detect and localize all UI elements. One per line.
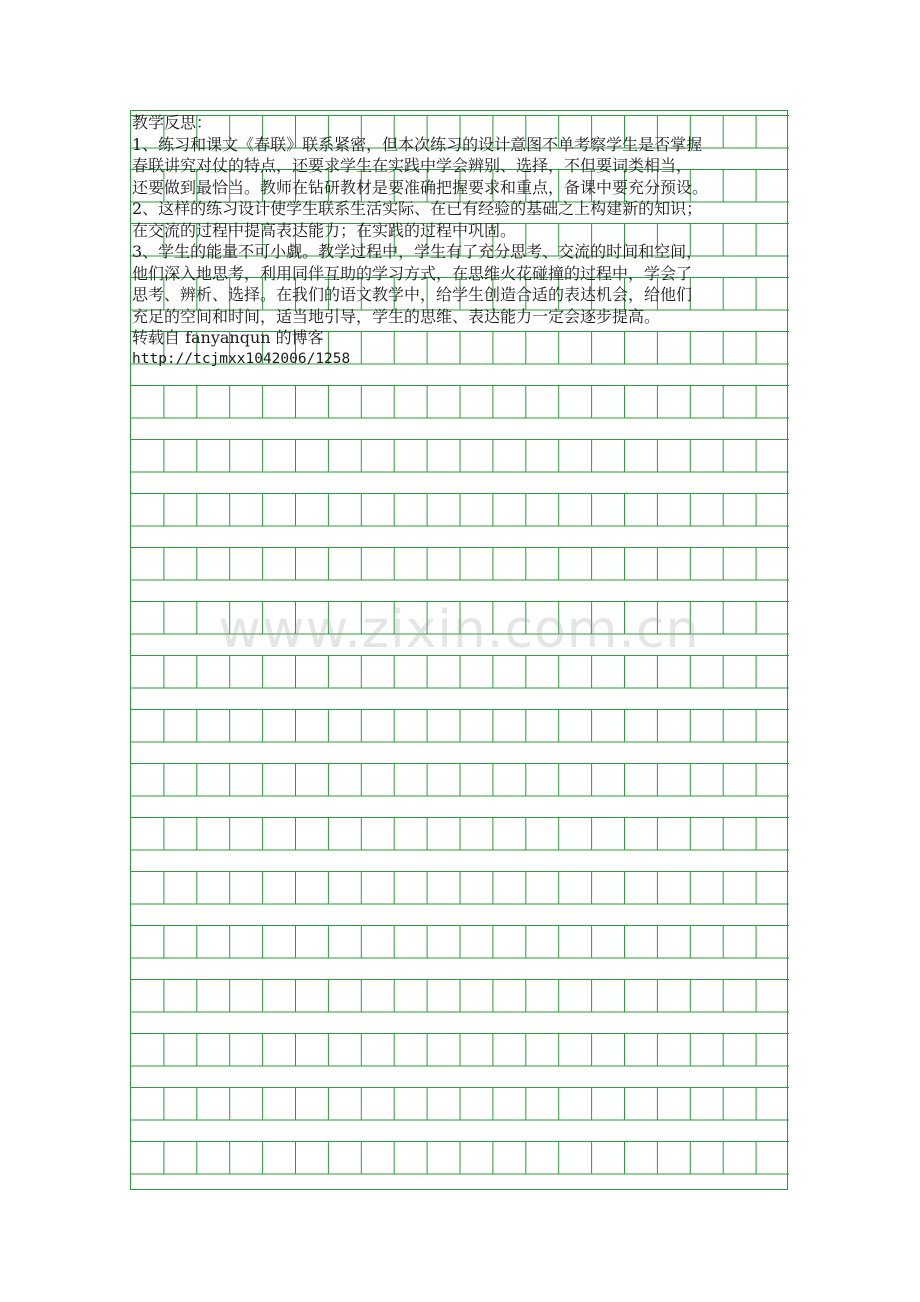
paragraph-line: 1、练习和课文《春联》联系紧密，但本次练习的设计意图不单考察学生是否掌握 — [132, 134, 703, 154]
heading-reflection: 教学反思： — [132, 113, 213, 132]
source-url: http://tcjmxx1042006/1258 — [132, 350, 351, 367]
paragraph-line: 还要做到最恰当。教师在钻研教材是要准确把握要求和重点，备课中要充分预设。 — [132, 177, 709, 197]
paragraph-line: 在交流的过程中提高表达能力；在实践的过程中巩固。 — [132, 220, 517, 240]
paragraph-line: 春联讲究对仗的特点，还要求学生在实践中学会辨别、选择，不但要词类相当， — [132, 156, 693, 175]
paragraph-line: 思考、辨析、选择。在我们的语文教学中，给学生创造合适的表达机会，给他们 — [132, 285, 693, 304]
paragraph-line: 充足的空间和时间，适当地引导，学生的思维、表达能力一定会逐步提高。 — [132, 306, 661, 326]
paragraph-line: 他们深入地思考，利用同伴互助的学习方式，在思维火花碰撞的过程中，学会了 — [132, 263, 693, 283]
paragraph-line: 2、这样的练习设计使学生联系生活实际、在已有经验的基础之上构建新的知识； — [132, 199, 703, 218]
watermark: www.zixin.com.cn — [218, 600, 700, 660]
source-credit: 转载自 fanyanqun 的博客 — [132, 328, 324, 347]
document-text — [132, 112, 792, 370]
paragraph-line: 3、学生的能量不可小觑。教学过程中，学生有了充分思考、交流的时间和空间， — [132, 242, 703, 261]
